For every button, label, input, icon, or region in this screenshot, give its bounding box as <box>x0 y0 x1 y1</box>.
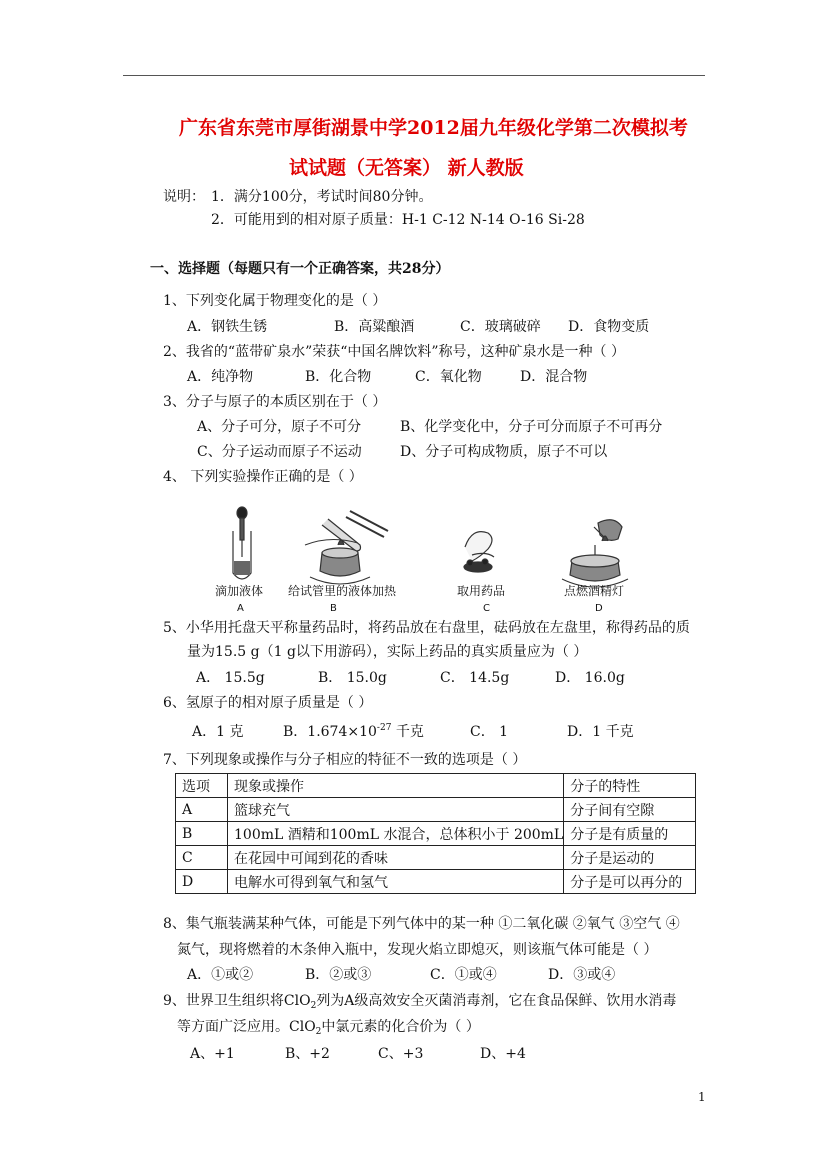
question-3-option-c: C、分子运动而原子不运动 <box>197 444 362 460</box>
question-6-option-d: D．1 千克 <box>567 724 634 740</box>
table-cell: 分子是有质量的 <box>564 822 696 846</box>
table-row <box>176 870 696 894</box>
question-8-option-c: C．①或④ <box>430 967 497 983</box>
table-cell: B <box>176 822 228 846</box>
question-2-option-b: B．化合物 <box>305 369 372 385</box>
notes-line-1: 1．满分100分，考试时间80分钟。 <box>211 189 433 205</box>
caption-b: 给试管里的液体加热 <box>288 584 397 598</box>
question-6-option-a: A．1 克 <box>192 724 244 740</box>
question-3-option-b: B、化学变化中，分子可分而原子不可再分 <box>400 419 663 435</box>
table-row <box>176 822 696 846</box>
heating-test-tube-image <box>305 511 388 584</box>
molecule-property-table <box>175 773 696 894</box>
table-cell: 分子间有空隙 <box>564 798 696 822</box>
question-5-option-b: B． 15.0g <box>318 670 387 686</box>
question-3-stem: 3、分子与原子的本质区别在于（ ） <box>163 394 387 410</box>
question-1-stem: 1、下列变化属于物理变化的是（ ） <box>163 293 387 309</box>
question-9-option-a: A、+1 <box>190 1046 235 1062</box>
table-cell: C <box>176 846 228 870</box>
question-6-stem: 6、氢原子的相对原子质量是（ ） <box>163 695 373 711</box>
table-cell: 分子是可以再分的 <box>564 870 696 894</box>
question-9-option-b: B、+2 <box>285 1046 330 1062</box>
question-5-option-c: C． 14.5g <box>440 670 510 686</box>
question-5-option-d: D． 16.0g <box>555 670 625 686</box>
table-row <box>176 846 696 870</box>
header-rule <box>123 75 705 76</box>
table-row <box>176 798 696 822</box>
question-9-option-c: C、+3 <box>378 1046 424 1062</box>
letter-d: D <box>595 603 603 613</box>
table-cell: 100mL 酒精和100mL 水混合，总体积小于 200mL <box>228 822 564 846</box>
table-header-cell: 分子的特性 <box>564 774 696 798</box>
question-1-option-a: A．钢铁生锈 <box>187 319 268 335</box>
question-4-stem: 4、 下列实验操作正确的是（ ） <box>163 469 363 485</box>
table-cell: A <box>176 798 228 822</box>
page-number: 1 <box>698 1090 706 1104</box>
question-2-option-d: D．混合物 <box>520 369 588 385</box>
question-9-option-d: D、+4 <box>480 1046 526 1062</box>
question-1-option-d: D．食物变质 <box>568 319 650 335</box>
dropper-test-tube-image <box>233 507 251 579</box>
question-8-option-a: A．①或② <box>187 967 254 983</box>
table-cell: D <box>176 870 228 894</box>
question-2-option-c: C．氧化物 <box>415 369 482 385</box>
question-7-stem: 7、下列现象或操作与分子相应的特征不一致的选项是（ ） <box>163 752 527 768</box>
section-heading: 一、选择题（每题只有一个正确答案，共28分） <box>150 261 450 277</box>
document-title-line-1: 广东省东莞市厚街湖景中学2012届九年级化学第二次模拟考 <box>179 117 688 139</box>
question-3-option-a: A、分子可分，原子不可分 <box>197 419 362 435</box>
table-header-cell: 现象或操作 <box>228 774 564 798</box>
lighting-alcohol-lamp-image <box>562 520 628 587</box>
question-9-line-2: 等方面广泛应用。ClO$_2$中氯元素的化合价为（ ） <box>177 1019 480 1037</box>
question-6-option-b: B．$1.674\times 10^{-27}$ 千克 <box>283 723 424 740</box>
question-2-stem: 2、我省的“蓝带矿泉水”荣获“中国名牌饮料”称号，这种矿泉水是一种（ ） <box>163 344 625 360</box>
table-cell: 在花园中可闻到花的香味 <box>228 846 564 870</box>
question-5-line-1: 5、小华用托盘天平称量药品时，将药品放在右盘里，砝码放在左盘里，称得药品的质 <box>163 620 690 636</box>
lab-operations-figure <box>210 505 650 613</box>
letter-a: A <box>237 603 244 613</box>
table-cell: 分子是运动的 <box>564 846 696 870</box>
caption-d: 点燃酒精灯 <box>564 584 625 598</box>
document-title-line-2: 试试题（无答案） 新人教版 <box>289 157 524 179</box>
question-8-option-b: B．②或③ <box>305 967 372 983</box>
caption-a: 滴加液体 <box>215 584 264 598</box>
question-8-option-d: D．③或④ <box>548 967 616 983</box>
letter-c: C <box>483 603 490 613</box>
question-3-option-d: D、分子可构成物质，原子不可以 <box>400 444 608 460</box>
table-cell: 电解水可得到氧气和氢气 <box>228 870 564 894</box>
letter-b: B <box>330 603 337 613</box>
question-9-line-1: 9、世界卫生组织将ClO$_2$列为A级高效安全灭菌消毒剂，它在食品保鲜、饮用水消毒 <box>163 993 677 1011</box>
question-6-option-c: C． 1 <box>470 724 509 740</box>
question-2-option-a: A．纯净物 <box>187 369 254 385</box>
table-cell: 篮球充气 <box>228 798 564 822</box>
taking-chemicals-image <box>464 532 494 572</box>
question-1-option-c: C．玻璃破碎 <box>460 319 541 335</box>
question-5-option-a: A． 15.5g <box>196 670 265 686</box>
question-8-line-1: 8、集气瓶装满某种气体，可能是下列气体中的某一种 ①二氧化碳 ②氧气 ③空气 ④ <box>163 916 680 932</box>
notes-label: 说明： <box>163 189 205 205</box>
table-header-row <box>176 774 696 798</box>
table-header-cell: 选项 <box>176 774 228 798</box>
caption-c: 取用药品 <box>457 584 506 598</box>
question-5-line-2: 量为15.5 g（1 g以下用游码），实际上药品的真实质量应为（ ） <box>187 644 588 660</box>
question-8-line-2: 氮气，现将燃着的木条伸入瓶中，发现火焰立即熄灭，则该瓶气体可能是（ ） <box>177 942 658 958</box>
notes-line-2: 2．可能用到的相对原子质量：H-1 C-12 N-14 O-16 Si-28 <box>211 212 585 228</box>
question-1-option-b: B．高粱酿酒 <box>334 319 415 335</box>
